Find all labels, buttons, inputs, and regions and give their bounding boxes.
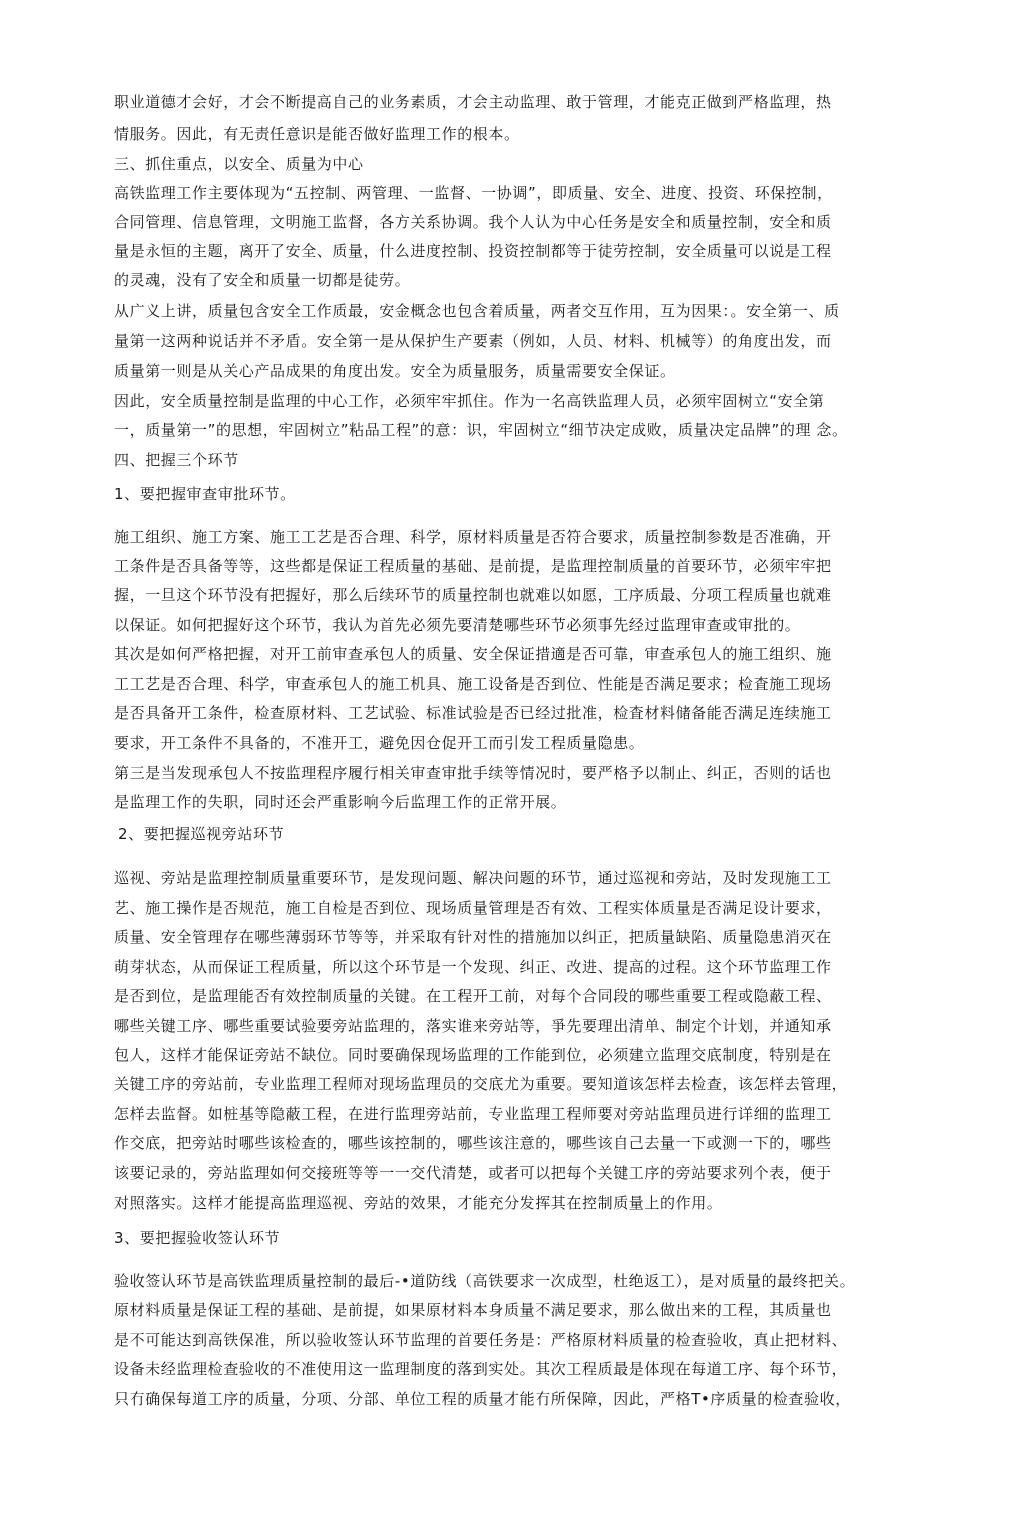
text-line: 工工艺是否合理、科学，审查承包人的施工机具、施工设备是否到位、性能是否满足要求；检査施工现场 (114, 675, 832, 693)
text-line: 是否到位，是监理能否有效控制质量的关键。在工程开工前，对每个合同段的哪些重要工程或隐蔽工程、 (114, 987, 832, 1005)
text-line: 职业道德才会好，才会不断提高自己的业务素质，才会主动监理、敢于管理，才能克正做到严格监理，热 (114, 93, 832, 111)
text-line: 从广义上讲，质量包含安全工作质最，安金概念也包含着质量，两者交互作用，互为因果：。安全第一、质 (114, 302, 840, 320)
text-line: 以保证。如何把握好这个环节，我认为首先必须先要清楚哪些环节必须事先经过监理审查或审批的。 (114, 616, 801, 634)
section-heading: 四、把握三个环节 (114, 451, 239, 469)
text-line: 艺、施工操作是否规范，施工自检是否到位、现场质量管理是否有效、工程实体质量是否满足设计要求， (114, 899, 832, 917)
text-line: 量第一这两种说话并不矛盾。安全第一是从保护生产要素（例如，人员、材料、机械等）的角度出发，而 (114, 332, 832, 350)
text-line: 情服务。因此，有无责任意识是能否做好监理工作的根本。 (114, 125, 520, 143)
text-line: 合同管理、信息管理，文明施工监督，各方关系协调。我个人认为中心任务是安全和质量控制，安全和质 (114, 213, 832, 231)
text-line: 高铁监理工作主要体现为“五控制、两管理、一监督、一协调”，即质量、安全、进度、投资、环保控制， (114, 184, 833, 202)
text-line: 是不可能达到高铁保准，所以验收签认环节监理的首要任务是：严格原材料质量的检查验收，真止把材料、 (114, 1331, 848, 1349)
text-line: 关键工序的旁站前，专业监理工程师对现场监理员的交底尤为重要。要知道该怎样去检查，该怎样去管理， (114, 1075, 848, 1093)
text-line: 施工组织、施工方案、施工工艺是否合理、科学，原材料质量是否符合要求，质量控制参数是否准确，开 (114, 528, 832, 546)
text-line: 巡视、旁站是监理控制质量重要环节，是发现问题、解决问题的环节，通过巡视和旁站，及时发现施工工 (114, 869, 832, 887)
text-line: 是监理工作的失职，同时还会严重影响今后监理工作的正常开展。 (114, 793, 567, 811)
text-line: 量是永恒的主题，离开了安全、质量，什么进度控制、投资控制都等于徒劳控制，安全质量可以说是工程 (114, 242, 832, 260)
text-line: 怎样去监督。如桩基等隐蔽工程，在进行监理旁站前，专业监理工程师要对旁站监理员进行详细的监理工 (114, 1105, 832, 1123)
text-line: 哪些关键工序、哪些重要试验要旁站监理的，落实谁来旁站等，爭先要理出清单、制定个计划，并通知承 (114, 1017, 832, 1035)
text-line: 只冇确保每道工序的质量，分项、分部、单位工程的质量才能冇所保障，因此，严格T•序质量的检查验收， (114, 1390, 851, 1408)
text-line: 萌芽状态，从而保证工程质量，所以这个环节是一个发现、纠正、改进、提高的过程。这个环节监理工作 (114, 958, 832, 976)
text-line: 是否具备开工条件，检查原材料、工艺试验、标准试验是否已经过批准，检査材料储备能否满足连续施工 (114, 704, 832, 722)
text-line: 对照落实。这样才能提高监理巡视、旁站的效果，才能充分发挥其在控制质量上的作用。 (114, 1194, 723, 1212)
text-line: 工条件是否具备等等，这些都是保证工程质量的基础、是前提，是监理控制质量的首要环节，必须牢牢把 (114, 557, 832, 575)
text-line: 要求，开工条件不具备的，不准开工，避免因仓促开工而引发工程质量隐患。 (114, 734, 645, 752)
subsection-heading: 1、要把握审查审批环节。 (114, 485, 296, 503)
text-line: 包人，这样才能保证旁站不缺位。同时要确保现场监理的工作能到位，必须建立监理交底制度，特别是在 (114, 1046, 832, 1064)
text-line: 因此，安全质量控制是监理的中心工作，必须牢牢抓住。作为一名高铁监理人员，必须牢固树立“安全第 (114, 392, 825, 410)
text-line: 其次是如何严格把握，对开工前审查承包人的质量、安全保证措適是否可靠，审查承包人的施工组织、施 (114, 645, 832, 663)
text-line: 原材料质量是保证工程的基础、是前提，如果原材料本身质量不满足要求，那么做出来的工程，其质量也 (114, 1301, 832, 1319)
text-line: 该要记录的，旁站监理如何交接班等等一一交代清楚，或者可以把每个关键工序的旁站要求列个表，便于 (114, 1164, 832, 1182)
text-line: 握，一旦这个环节没有把握好，那么后续环节的质量控制也就难以如愿，工序质最、分项工程质量也就难 (114, 586, 832, 604)
text-line: 验收签认环节是高铁监理质量控制的最后-•道防线（高铁要求一次成型，杜绝返工），是对质量的最终把关。 (114, 1272, 856, 1290)
section-heading: 三、抓住重点，以安全、质量为中心 (114, 155, 364, 173)
text-line: 一，质量第一”的思想，牢固树立”粘品工程”的意：识，牢固树立“细节决定成败，质量决定品牌”的理 念。 (114, 421, 848, 439)
subsection-heading: 3、要把握验收签认环节 (114, 1229, 281, 1247)
text-line: 作交底，把旁站时哪些该检查的，哪些该控制的，哪些该注意的，哪些该自己去量一下或测一下的，哪些 (114, 1134, 832, 1152)
subsection-heading: 2、要把握巡视旁站环节 (118, 825, 285, 843)
text-line: 质量、安全管理存在哪些薄弱环节等等，并采取有针对性的措施加以纠正，把质量缺陷、质量隐患消灭在 (114, 928, 832, 946)
text-line: 质量第一则是从关心产品成果的角度出发。安全为质量服务，质量需要安全保证。 (114, 362, 676, 380)
text-line: 的灵魂，没有了安全和质量一切都是徒劳。 (114, 271, 411, 289)
text-line: 设备未经监理检查验收的不准使用这一监理制度的落到实处。其次工程质最是体现在每道工序、每个环节， (114, 1360, 848, 1378)
text-line: 第三是当发现承包人不按监理程序履行相关审查审批手续等情况时，要严格予以制止、纠正，否则的话也 (114, 764, 832, 782)
